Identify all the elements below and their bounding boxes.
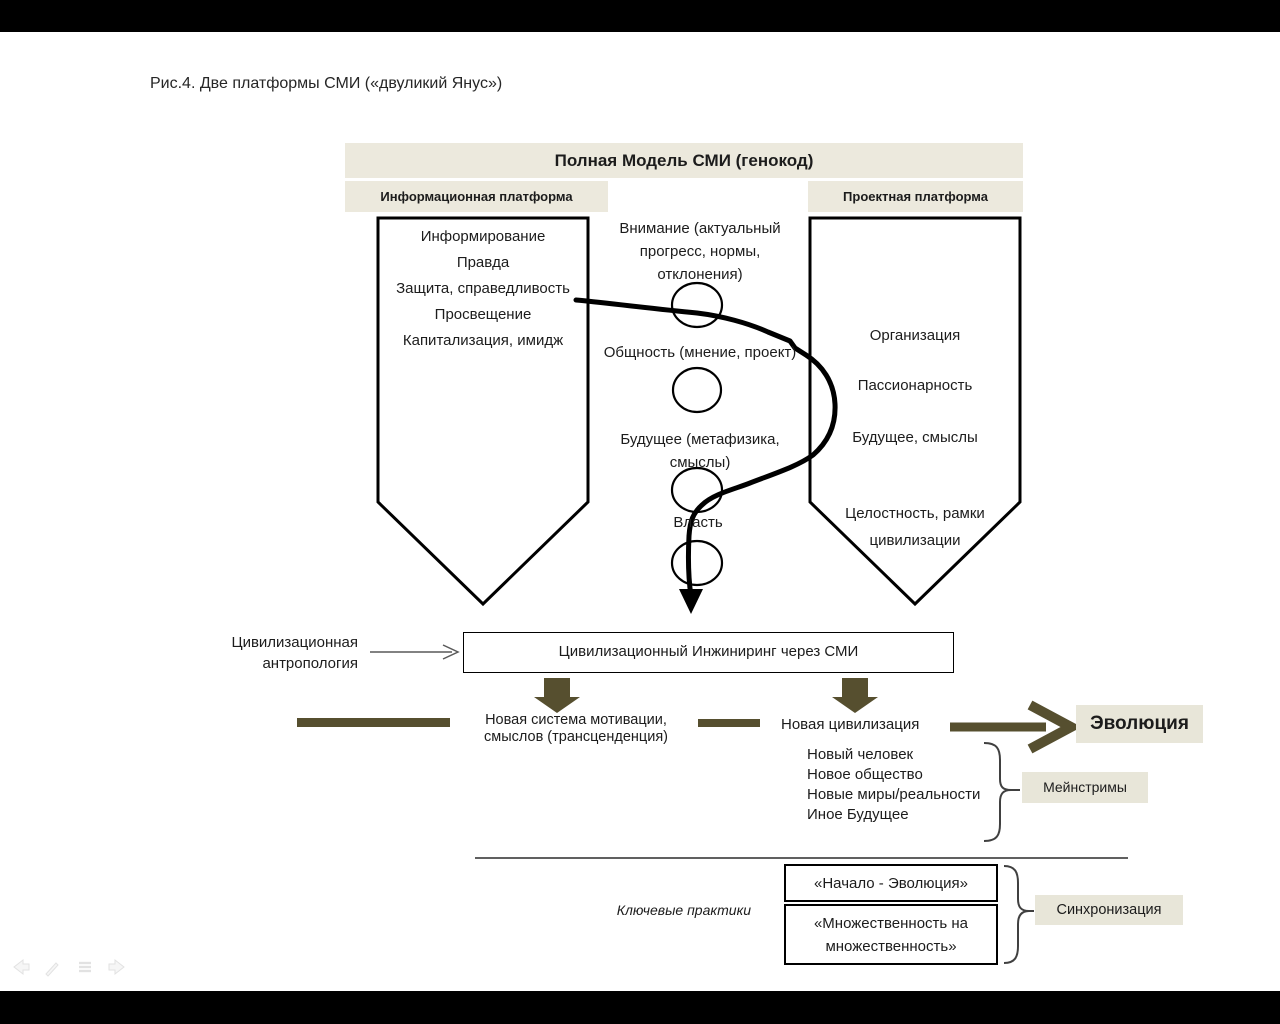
- anthropology-arrow: [370, 645, 458, 659]
- pen-tool-icon[interactable]: [42, 956, 64, 978]
- figure-caption: Рис.4. Две платформы СМИ («двуликий Янус»): [150, 75, 503, 92]
- channel-community-label: Общность (мнение, проект): [603, 344, 797, 361]
- slide-menu-icon[interactable]: [74, 956, 96, 978]
- anthropology-label: Цивилизационная антропология: [231, 634, 358, 672]
- info-item: Просвещение: [434, 306, 532, 323]
- attention-ellipse: [672, 283, 722, 327]
- civilization-item: Иное Будущее: [807, 806, 909, 823]
- model-title: Полная Модель СМИ (генокод): [345, 143, 1023, 178]
- practice-box-label: «Начало - Эволюция»: [814, 874, 968, 892]
- project-item: Будущее, смыслы: [852, 429, 978, 446]
- synchronization-box: Синхронизация: [1035, 895, 1183, 925]
- info-platform-list: [383, 224, 583, 354]
- info-item: Капитализация, имидж: [402, 332, 564, 349]
- evolution-arrow: [950, 705, 1071, 749]
- down-arrow-motivation: [534, 678, 580, 713]
- civilization-items-list: [807, 745, 1017, 825]
- next-slide-icon[interactable]: [106, 956, 128, 978]
- civilization-item: Новый человек: [807, 746, 914, 763]
- info-item: Правда: [456, 254, 510, 271]
- civilization-item: Новое общество: [807, 766, 923, 783]
- flow-curve-arrowhead: [679, 589, 703, 614]
- info-item: Информирование: [420, 228, 546, 245]
- project-item: Организация: [869, 327, 961, 344]
- left-flow-bar: [297, 718, 450, 727]
- civilization-item: Новые миры/реальности: [807, 786, 981, 803]
- mainstreams-box: Мейнстримы: [1022, 772, 1148, 803]
- channel-future-label: Будущее (метафизика, смыслы): [620, 431, 780, 471]
- practice-box-label: «Множественность на множественность»: [813, 914, 969, 955]
- project-item: Целостность, рамки цивилизации: [845, 505, 985, 549]
- channel-power-label: Власть: [673, 514, 723, 531]
- info-item: Защита, справедливость: [396, 280, 570, 297]
- project-item: Пассионарность: [857, 377, 973, 394]
- engineering-box: Цивилизационный Инжиниринг через СМИ: [463, 632, 954, 673]
- key-practices-label: Ключевые практики: [616, 902, 751, 918]
- practice-box-beginning-evolution: [784, 864, 998, 902]
- future-ellipse: [672, 468, 722, 512]
- down-arrow-civilization: [832, 678, 878, 713]
- previous-slide-icon[interactable]: [10, 956, 32, 978]
- synchronization-brace: [1004, 866, 1034, 963]
- motivation-label: Новая система мотивации, смыслов (трансценденция): [484, 712, 668, 745]
- channel-attention-label: Внимание (актуальный прогресс, нормы, отклонения): [619, 220, 781, 283]
- power-ellipse: [672, 541, 722, 585]
- project-platform-header: Проектная платформа: [808, 181, 1023, 212]
- practice-box-multiplicity: [784, 904, 998, 965]
- middle-flow-bar: [698, 719, 760, 727]
- new-civilization-label: Новая цивилизация: [781, 716, 920, 733]
- info-platform-header: Информационная платформа: [345, 181, 608, 212]
- community-ellipse: [673, 368, 721, 412]
- evolution-box: Эволюция: [1076, 705, 1203, 743]
